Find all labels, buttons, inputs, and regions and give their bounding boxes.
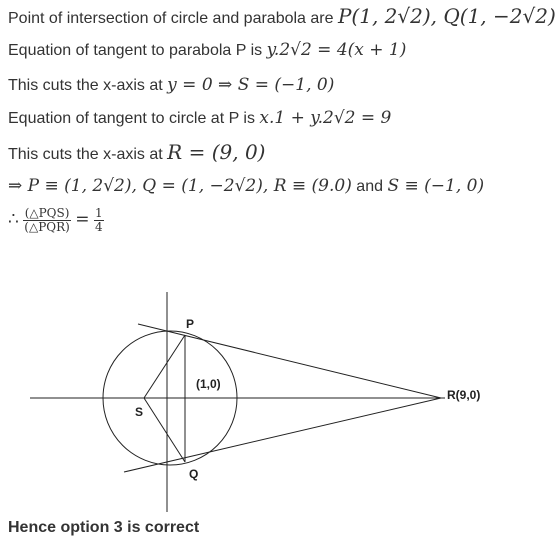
circle-tangent-math: x.1 + y.2√2 = 9 xyxy=(259,108,392,128)
line-area-ratio xyxy=(8,207,104,234)
points-summary-math-b: S ≡ (−1, 0) xyxy=(387,176,485,196)
s-point-math: y = 0 ⇒ S = (−1, 0) xyxy=(167,75,335,95)
result-fraction xyxy=(94,207,104,234)
conclusion-text: Hence option 3 is correct xyxy=(8,519,200,536)
equals-sign: = xyxy=(75,209,90,230)
geometry-diagram xyxy=(0,290,558,515)
r-point-text: This cuts the x-axis at xyxy=(8,146,168,163)
line-points-summary xyxy=(8,176,484,197)
label-r: R(9,0) xyxy=(447,388,481,402)
result-denominator: 4 xyxy=(94,220,103,234)
tangent-at-p xyxy=(138,324,441,398)
circle-tangent-text: Equation of tangent to circle at P is xyxy=(8,110,260,127)
parabola-tangent-math: y.2√2 = 4(x + 1) xyxy=(266,40,407,60)
therefore-symbol: ∴ xyxy=(8,209,19,230)
parabola-tangent-text: Equation of tangent to parabola P is xyxy=(8,42,267,59)
label-center: (1,0) xyxy=(196,377,221,391)
segment-sq xyxy=(144,398,185,462)
area-ratio-denominator: (△PQR) xyxy=(24,220,70,234)
label-q: Q xyxy=(189,467,199,481)
line-intersection-points xyxy=(8,6,556,29)
label-s: S xyxy=(135,405,144,419)
points-summary-math-a: ⇒ P ≡ (1, 2√2), Q = (1, −2√2), R ≡ (9.0) xyxy=(8,176,352,196)
result-numerator: 1 xyxy=(94,206,103,220)
line-r-point xyxy=(8,142,265,165)
points-summary-and: and xyxy=(351,178,388,195)
line-parabola-tangent xyxy=(8,40,406,61)
r-point-math: R = (9, 0) xyxy=(167,140,266,164)
label-p: P xyxy=(186,317,195,331)
area-ratio-numerator: (△PQS) xyxy=(24,206,70,220)
segment-sp xyxy=(144,335,185,398)
line-circle-tangent xyxy=(8,108,391,129)
s-point-text: This cuts the x-axis at xyxy=(8,77,168,94)
intersection-math: P(1, 2√2), Q(1, −2√2) xyxy=(337,4,556,28)
area-ratio-fraction xyxy=(23,207,71,234)
tangent-at-q xyxy=(124,398,441,472)
line-s-point xyxy=(8,75,334,96)
intersection-text: Point of intersection of circle and parabola are xyxy=(8,10,338,27)
